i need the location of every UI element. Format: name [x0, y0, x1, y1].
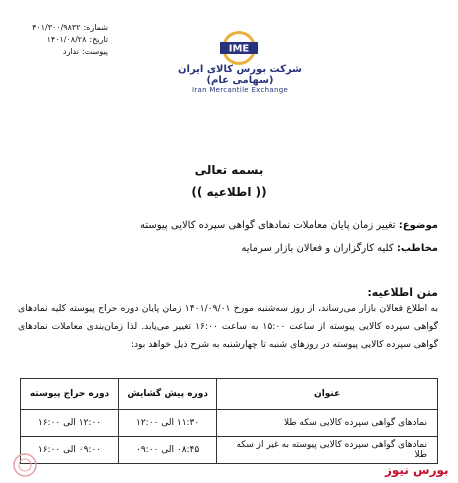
table-cell: ۱۲:۰۰ الی ۱۶:۰۰: [21, 410, 119, 437]
notice-title: (( اطلاعیه )): [191, 185, 267, 199]
schedule-table: [20, 378, 438, 464]
table-header-row: [21, 379, 438, 410]
subject-text: تغییر زمان پایان معاملات نمادهای گواهی سپرده کالایی پیوسته: [139, 220, 396, 231]
date-label: تاریخ:: [89, 35, 108, 44]
subject-line: [140, 220, 438, 231]
company-name-en: Iran Mercantile Exchange: [191, 86, 289, 94]
stamp-watermark-icon: [6, 452, 44, 478]
logo-text: IME: [228, 43, 250, 55]
company-name-fa: شرکت بورس کالای ایران (سهامی عام): [177, 64, 303, 86]
number-label: شماره:: [83, 23, 108, 32]
column-header: دوره حراج پیوسته: [21, 379, 119, 410]
subject-label: موضوع:: [398, 220, 438, 231]
addressee-text: کلیه کارگزاران و فعالان بازار سرمایه: [241, 243, 394, 254]
table-row: [21, 410, 438, 437]
number-value: ۴۰۱/۳۰۰/۹۸۳۲: [32, 23, 81, 32]
body-title: متن اطلاعیه:: [367, 286, 438, 299]
addressee-line: [241, 243, 438, 254]
column-header: عنوان: [217, 379, 438, 410]
column-header: دوره پیش گشایش: [119, 379, 217, 410]
table-cell: ۰۸:۴۵ الی ۰۹:۰۰: [119, 437, 217, 464]
table-cell: ۱۱:۳۰ الی ۱۲:۰۰: [119, 410, 217, 437]
table-cell: نمادهای گواهی سپرده کالایی سکه طلا: [217, 410, 438, 437]
table-cell: نمادهای گواهی سپرده کالایی پیوسته به غیر از سکه طلا: [217, 437, 438, 464]
company-name: [160, 64, 320, 94]
body-text: به اطلاع فعالان بازار می‌رساند، از روز سه‌شنبه مورخ ۱۴۰۱/۰۹/۰۱ زمان پایان دوره حراج پیوسته کلیه نمادهای گواهی سپرده کالایی پیوسته از ساعت ۱۵:۰۰ به ساعت ۱۶:۰۰ تغییر می‌یابد. لذا زمان‌بندی معاملات نمادهای گواهی سپرده کالایی پیوسته در روزهای شنبه تا چهارشنبه به شرح ذیل خواهد بود:: [18, 303, 438, 350]
date-value: ۱۴۰۱/۰۸/۲۸: [46, 35, 87, 44]
table-cell: ۰۹:۰۰ الی ۱۶:۰۰: [21, 437, 119, 464]
ime-logo: [196, 28, 282, 68]
table-row: [21, 437, 438, 464]
attachment-label: پیوست:: [81, 47, 108, 56]
attachment-value: ندارد: [62, 47, 79, 56]
letter-meta: [18, 22, 108, 58]
besmele-heading: بسمه تعالی: [194, 163, 264, 177]
addressee-label: مخاطب:: [396, 243, 438, 254]
brand-watermark: بورس نیوز: [385, 463, 449, 477]
